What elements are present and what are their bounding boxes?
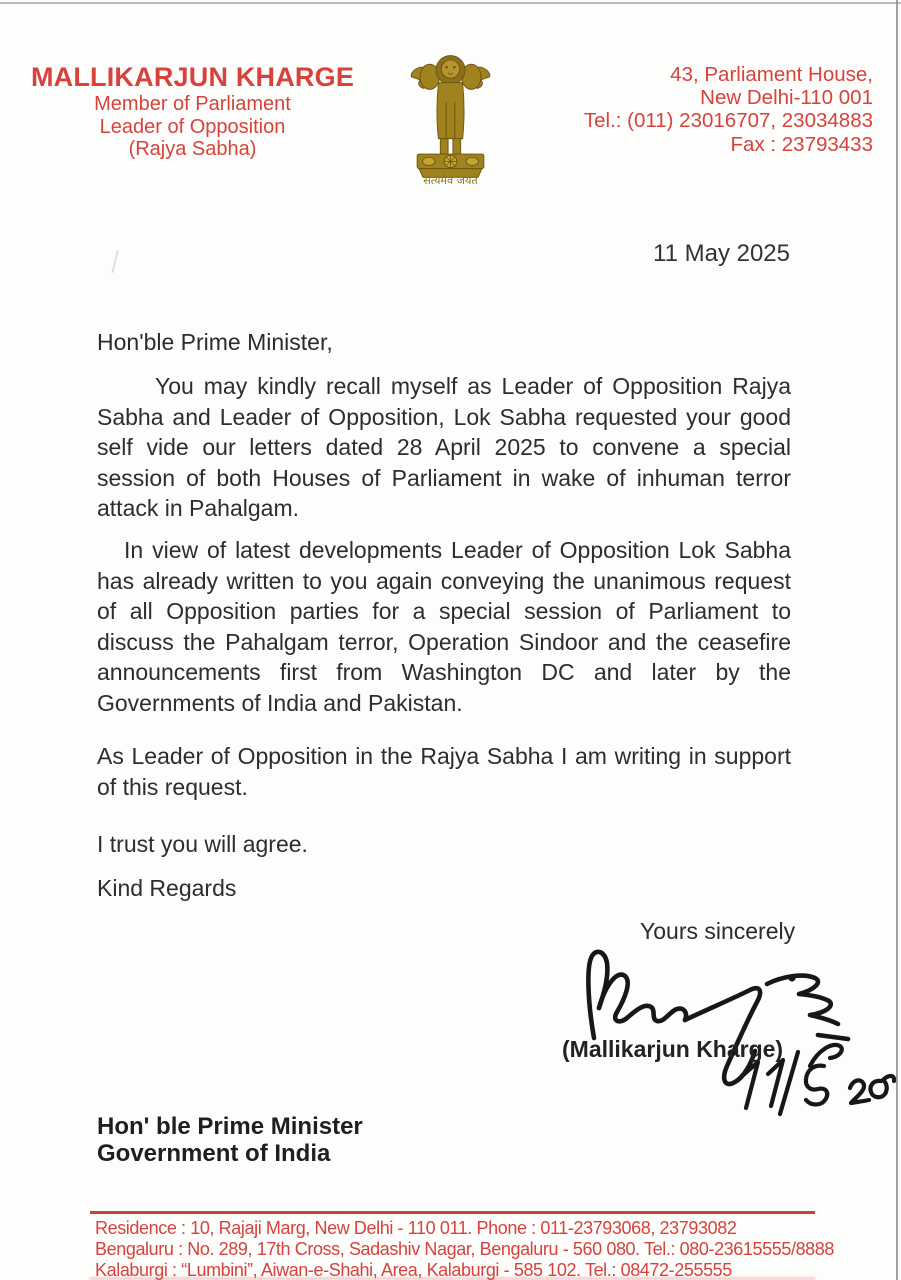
sender-role-1: Member of Parliament	[94, 93, 291, 115]
footer-line-kalaburgi: Kalaburgi : “Lumbini”, Aiwan-e-Shahi, Area, Kalaburgi - 585 102. Tel.: 08472-255555	[95, 1260, 732, 1280]
signer-name: (Mallikarjun Kharge)	[562, 1036, 784, 1062]
letterhead-sender-block	[30, 61, 355, 161]
closing-phrase: Yours sincerely	[640, 918, 796, 944]
addressee-block	[97, 1113, 363, 1167]
signature-stroke	[599, 975, 686, 1022]
contact-line-3: Tel.: (011) 23016707, 23034883	[583, 109, 873, 133]
state-emblem-of-india-icon	[403, 44, 498, 186]
contact-line-2: New Delhi-110 001	[700, 86, 873, 110]
contact-line-1: 43, Parliament House,	[670, 63, 873, 86]
letter-date: 11 May 2025	[653, 240, 790, 267]
contact-line-4: Fax : 23793433	[730, 132, 873, 156]
paragraph-4: I trust you will agree.	[97, 831, 308, 857]
signature-stroke	[818, 1035, 848, 1039]
pen-mark	[111, 249, 125, 274]
sender-name: MALLIKARJUN KHARGE	[30, 62, 355, 92]
signature	[552, 938, 901, 1120]
footer-line-bengaluru: Bengaluru : No. 289, 17th Cross, Sadashiv Nagar, Bengaluru - 560 080. Tel.: 080-23615555/8888	[95, 1239, 835, 1259]
paragraph-5: Kind Regards	[97, 875, 237, 901]
paragraph-3: As Leader of Opposition in the Rajya Sabha I am writing in support of this request.	[97, 743, 791, 800]
letterhead-contact-block	[543, 63, 873, 156]
addressee-line-2: Government of India	[97, 1140, 331, 1167]
signature-stroke	[767, 976, 838, 1024]
paragraph-2: In view of latest developments Leader of Opposition Lok Sabha has already written to you again conveying the unanimous request of all Opposition parties for a special session of Parliament to discuss the Pahalgam terror, Operation Sindoor and the ceasefire announcements first from Washington DC and later by the Governments of India and Pakistan.	[97, 537, 791, 716]
footer-divider	[90, 1211, 815, 1214]
sender-role-3: (Rajya Sabha)	[128, 138, 257, 160]
emblem-motto: सत्यमेव जयते	[423, 174, 478, 186]
footer-addresses	[95, 1218, 835, 1280]
addressee-line-1: Hon' ble Prime Minister	[97, 1113, 363, 1140]
signature-dot	[788, 974, 795, 981]
sender-role-2: Leader of Opposition	[99, 115, 286, 138]
paragraph-1: You may kindly recall myself as Leader of Opposition Rajya Sabha and Leader of Opposition, Lok Sabha requested your good self vide our letters dated 28 April 2025 to convene a special session of both Houses of Parliament in wake of inhuman terror attack in Pahalgam.	[97, 373, 791, 522]
scan-edge-top	[0, 2, 901, 4]
footer-line-residence: Residence : 10, Rajaji Marg, New Delhi - 110 011. Phone : 011-23793068, 23793082	[95, 1218, 737, 1238]
salutation: Hon'ble Prime Minister,	[97, 329, 333, 355]
